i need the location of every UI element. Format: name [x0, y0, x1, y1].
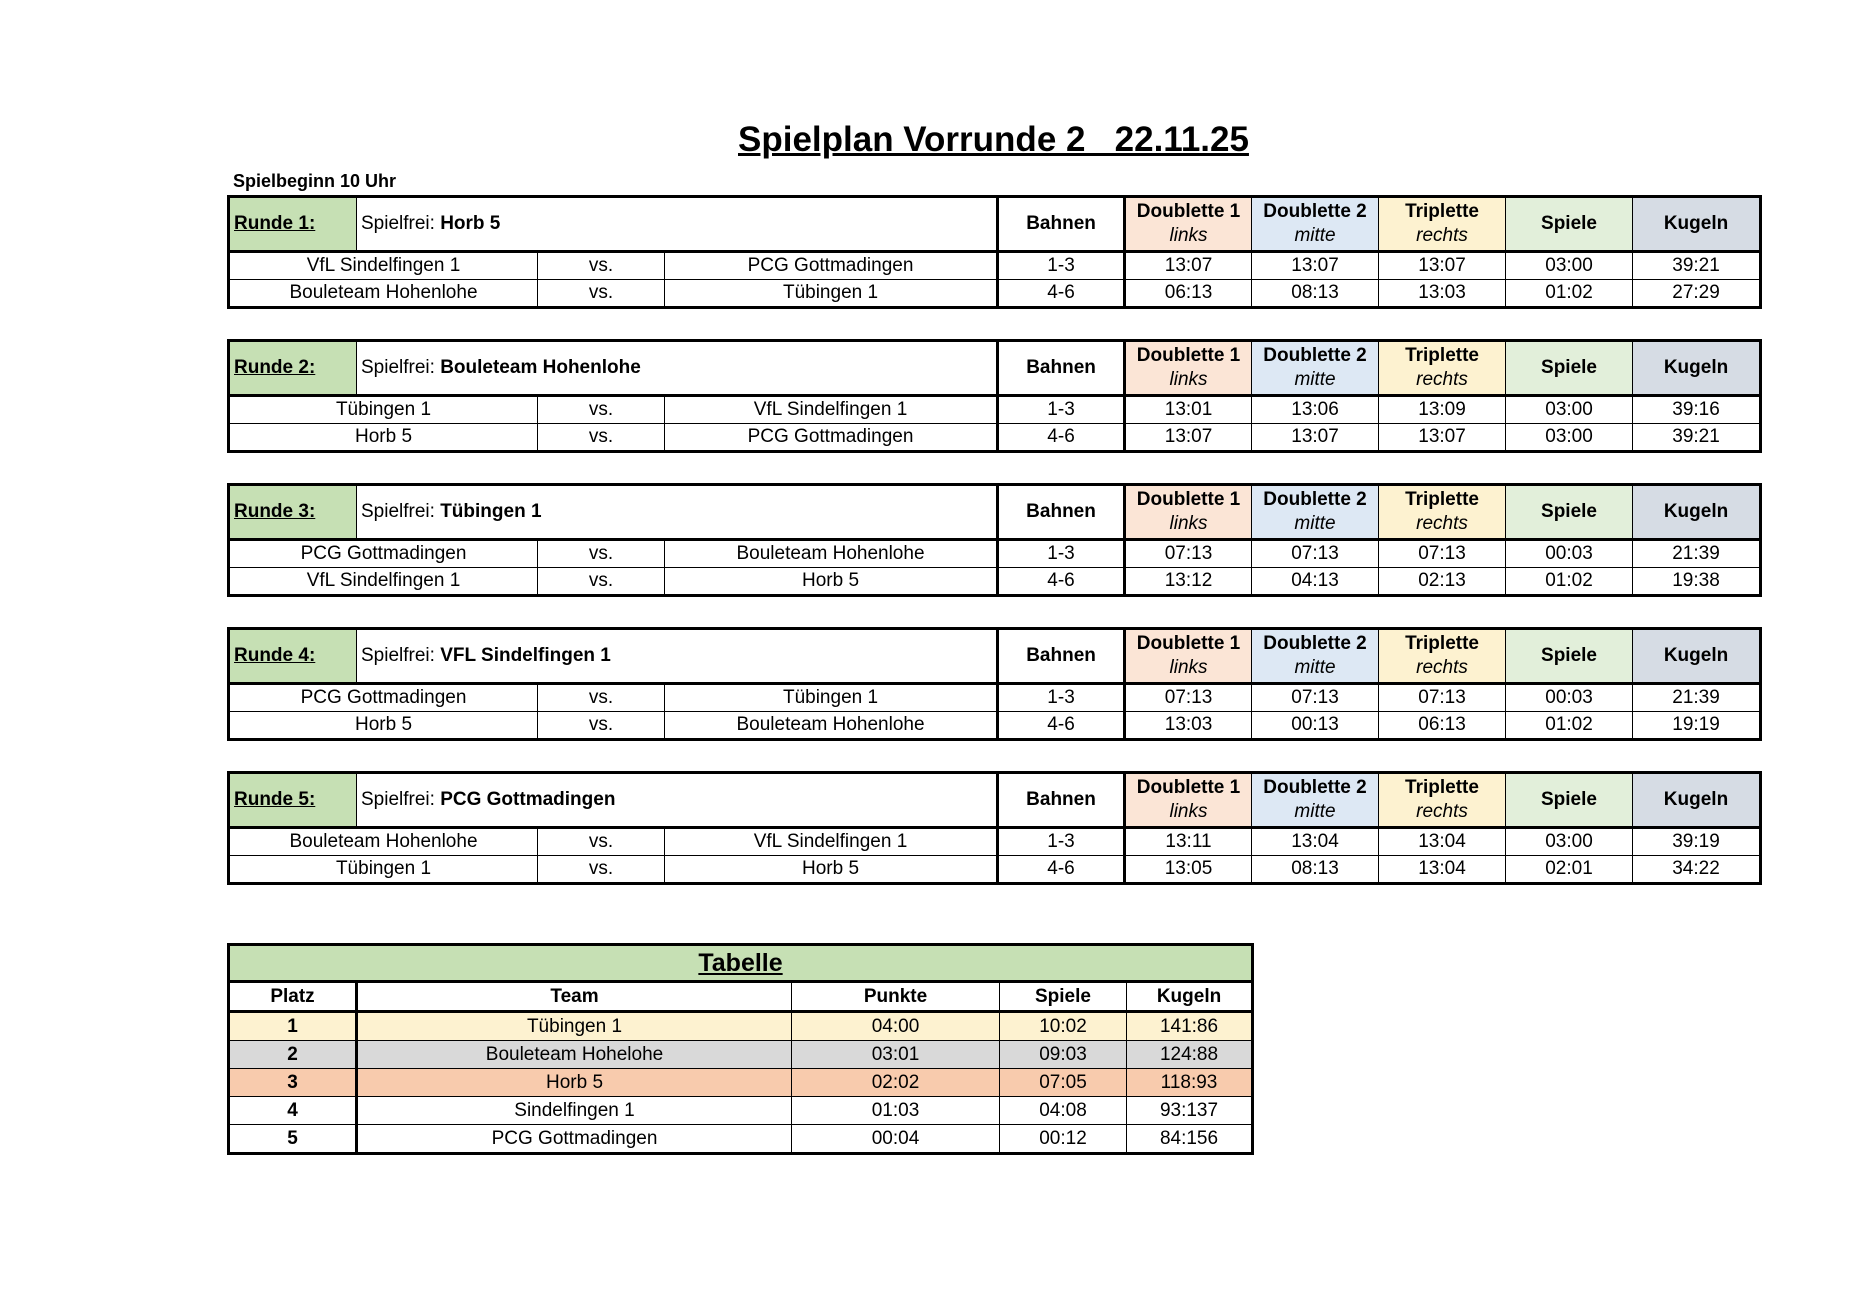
away-team: Tübingen 1	[665, 280, 998, 308]
kugeln-score: 39:16	[1633, 396, 1761, 424]
match-row	[229, 828, 1761, 856]
away-team: VfL Sindelfingen 1	[665, 396, 998, 424]
spielfrei-team: Bouleteam Hohenlohe	[440, 357, 641, 378]
match-row	[229, 424, 1761, 452]
standings-table	[227, 943, 1254, 1155]
spiele-score: 03:00	[1506, 424, 1633, 452]
bahnen-value: 4-6	[998, 424, 1125, 452]
home-team: VfL Sindelfingen 1	[229, 568, 538, 596]
home-team: Horb 5	[229, 424, 538, 452]
kugeln-score: 39:21	[1633, 424, 1761, 452]
triplette-score: 13:04	[1379, 856, 1506, 884]
spielfrei-cell: Spielfrei: PCG Gottmadingen	[357, 773, 998, 828]
home-team: VfL Sindelfingen 1	[229, 252, 538, 280]
away-team: PCG Gottmadingen	[665, 424, 998, 452]
away-team: Bouleteam Hohenlohe	[665, 540, 998, 568]
spiele-score: 01:02	[1506, 568, 1633, 596]
platz-value: 5	[229, 1125, 357, 1154]
triplette-score: 13:04	[1379, 828, 1506, 856]
round-table-1	[227, 195, 1762, 309]
doublette1-score: 13:11	[1125, 828, 1252, 856]
bahnen-value: 1-3	[998, 252, 1125, 280]
doublette1-score: 07:13	[1125, 684, 1252, 712]
spiele-value: 07:05	[1000, 1069, 1127, 1097]
kugeln-score: 39:21	[1633, 252, 1761, 280]
bahnen-header: Bahnen	[998, 485, 1125, 540]
platz-header: Platz	[229, 982, 357, 1012]
spiele-header: Spiele	[1506, 341, 1633, 396]
doublette1-score: 06:13	[1125, 280, 1252, 308]
kugeln-score: 34:22	[1633, 856, 1761, 884]
bahnen-value: 1-3	[998, 828, 1125, 856]
kugeln-score: 21:39	[1633, 684, 1761, 712]
round-header-row	[229, 485, 1761, 540]
spielfrei-team: VFL Sindelfingen 1	[440, 645, 611, 666]
triplette-score: 02:13	[1379, 568, 1506, 596]
doublette1-header: Doublette 1 links	[1125, 341, 1252, 396]
doublette1-header: Doublette 1 links	[1125, 197, 1252, 252]
punkte-value: 01:03	[792, 1097, 1000, 1125]
match-row	[229, 540, 1761, 568]
spiele-header: Spiele	[1000, 982, 1127, 1012]
round-header-row	[229, 773, 1761, 828]
bahnen-value: 4-6	[998, 712, 1125, 740]
spiele-value: 09:03	[1000, 1041, 1127, 1069]
triplette-score: 13:03	[1379, 280, 1506, 308]
doublette2-score: 13:04	[1252, 828, 1379, 856]
standings-header-row	[229, 982, 1253, 1012]
table-row	[229, 1041, 1253, 1069]
punkte-value: 04:00	[792, 1012, 1000, 1041]
team-value: Tübingen 1	[357, 1012, 792, 1041]
table-row	[229, 1069, 1253, 1097]
punkte-value: 02:02	[792, 1069, 1000, 1097]
spielfrei-cell: Spielfrei: Tübingen 1	[357, 485, 998, 540]
kugeln-header: Kugeln	[1633, 341, 1761, 396]
home-team: Tübingen 1	[229, 856, 538, 884]
doublette2-score: 04:13	[1252, 568, 1379, 596]
bahnen-value: 1-3	[998, 396, 1125, 424]
team-value: Bouleteam Hohelohe	[357, 1041, 792, 1069]
away-team: VfL Sindelfingen 1	[665, 828, 998, 856]
spiele-header: Spiele	[1506, 485, 1633, 540]
vs-label: vs.	[538, 712, 665, 740]
spiele-score: 01:02	[1506, 712, 1633, 740]
bahnen-header: Bahnen	[998, 197, 1125, 252]
home-team: Tübingen 1	[229, 396, 538, 424]
kugeln-value: 84:156	[1127, 1125, 1253, 1154]
kugeln-score: 39:19	[1633, 828, 1761, 856]
away-team: Horb 5	[665, 856, 998, 884]
doublette1-header: Doublette 1 links	[1125, 485, 1252, 540]
triplette-score: 13:09	[1379, 396, 1506, 424]
spiele-value: 10:02	[1000, 1012, 1127, 1041]
round-table-4	[227, 627, 1762, 741]
kugeln-header: Kugeln	[1127, 982, 1253, 1012]
spiele-value: 04:08	[1000, 1097, 1127, 1125]
doublette2-score: 13:06	[1252, 396, 1379, 424]
triplette-header: Triplette rechts	[1379, 341, 1506, 396]
doublette1-header: Doublette 1 links	[1125, 629, 1252, 684]
vs-label: vs.	[538, 684, 665, 712]
vs-label: vs.	[538, 396, 665, 424]
vs-label: vs.	[538, 280, 665, 308]
match-row	[229, 280, 1761, 308]
kugeln-score: 27:29	[1633, 280, 1761, 308]
spielfrei-team: PCG Gottmadingen	[440, 789, 616, 810]
spiele-score: 02:01	[1506, 856, 1633, 884]
match-row	[229, 684, 1761, 712]
doublette2-score: 08:13	[1252, 280, 1379, 308]
home-team: PCG Gottmadingen	[229, 540, 538, 568]
away-team: Tübingen 1	[665, 684, 998, 712]
page-title: Spielplan Vorrunde 2 22.11.25	[738, 120, 1249, 159]
bahnen-value: 4-6	[998, 568, 1125, 596]
bahnen-value: 4-6	[998, 280, 1125, 308]
platz-value: 4	[229, 1097, 357, 1125]
doublette2-score: 07:13	[1252, 540, 1379, 568]
spiele-score: 01:02	[1506, 280, 1633, 308]
doublette2-header: Doublette 2 mitte	[1252, 341, 1379, 396]
spielfrei-team: Tübingen 1	[440, 501, 542, 522]
doublette2-score: 00:13	[1252, 712, 1379, 740]
spiele-header: Spiele	[1506, 773, 1633, 828]
away-team: Bouleteam Hohenlohe	[665, 712, 998, 740]
kugeln-header: Kugeln	[1633, 773, 1761, 828]
round-label: Runde 5:	[229, 773, 357, 828]
bahnen-header: Bahnen	[998, 629, 1125, 684]
round-header-row	[229, 197, 1761, 252]
round-label: Runde 3:	[229, 485, 357, 540]
round-label: Runde 1:	[229, 197, 357, 252]
away-team: PCG Gottmadingen	[665, 252, 998, 280]
punkte-header: Punkte	[792, 982, 1000, 1012]
team-value: Horb 5	[357, 1069, 792, 1097]
vs-label: vs.	[538, 540, 665, 568]
team-value: PCG Gottmadingen	[357, 1125, 792, 1154]
team-header: Team	[357, 982, 792, 1012]
punkte-value: 00:04	[792, 1125, 1000, 1154]
spiele-score: 03:00	[1506, 828, 1633, 856]
bahnen-value: 1-3	[998, 684, 1125, 712]
round-table-2	[227, 339, 1762, 453]
doublette1-score: 13:01	[1125, 396, 1252, 424]
home-team: Horb 5	[229, 712, 538, 740]
triplette-score: 06:13	[1379, 712, 1506, 740]
doublette1-score: 13:07	[1125, 252, 1252, 280]
spielfrei-cell: Spielfrei: Bouleteam Hohenlohe	[357, 341, 998, 396]
kugeln-score: 19:19	[1633, 712, 1761, 740]
table-row	[229, 1125, 1253, 1154]
match-row	[229, 856, 1761, 884]
platz-value: 3	[229, 1069, 357, 1097]
match-row	[229, 252, 1761, 280]
doublette2-header: Doublette 2 mitte	[1252, 629, 1379, 684]
table-row	[229, 1012, 1253, 1041]
kugeln-header: Kugeln	[1633, 485, 1761, 540]
standings-title: Tabelle	[229, 945, 1253, 982]
team-value: Sindelfingen 1	[357, 1097, 792, 1125]
bahnen-header: Bahnen	[998, 341, 1125, 396]
doublette2-header: Doublette 2 mitte	[1252, 773, 1379, 828]
spielfrei-team: Horb 5	[440, 213, 501, 234]
bahnen-header: Bahnen	[998, 773, 1125, 828]
bahnen-value: 1-3	[998, 540, 1125, 568]
vs-label: vs.	[538, 568, 665, 596]
start-time: Spielbeginn 10 Uhr	[233, 171, 397, 191]
spiele-score: 03:00	[1506, 396, 1633, 424]
platz-value: 1	[229, 1012, 357, 1041]
match-row	[229, 568, 1761, 596]
kugeln-header: Kugeln	[1633, 629, 1761, 684]
home-team: PCG Gottmadingen	[229, 684, 538, 712]
kugeln-score: 21:39	[1633, 540, 1761, 568]
doublette2-header: Doublette 2 mitte	[1252, 485, 1379, 540]
vs-label: vs.	[538, 856, 665, 884]
doublette2-header: Doublette 2 mitte	[1252, 197, 1379, 252]
home-team: Bouleteam Hohenlohe	[229, 280, 538, 308]
doublette1-score: 13:03	[1125, 712, 1252, 740]
round-label: Runde 2:	[229, 341, 357, 396]
match-row	[229, 396, 1761, 424]
home-team: Bouleteam Hohenlohe	[229, 828, 538, 856]
triplette-header: Triplette rechts	[1379, 629, 1506, 684]
doublette1-score: 13:07	[1125, 424, 1252, 452]
spiele-header: Spiele	[1506, 629, 1633, 684]
triplette-header: Triplette rechts	[1379, 773, 1506, 828]
triplette-score: 13:07	[1379, 424, 1506, 452]
bahnen-value: 4-6	[998, 856, 1125, 884]
match-row	[229, 712, 1761, 740]
kugeln-value: 141:86	[1127, 1012, 1253, 1041]
punkte-value: 03:01	[792, 1041, 1000, 1069]
vs-label: vs.	[538, 424, 665, 452]
kugeln-value: 118:93	[1127, 1069, 1253, 1097]
triplette-header: Triplette rechts	[1379, 485, 1506, 540]
kugeln-header: Kugeln	[1633, 197, 1761, 252]
doublette2-score: 13:07	[1252, 424, 1379, 452]
triplette-score: 07:13	[1379, 684, 1506, 712]
spielfrei-cell: Spielfrei: VFL Sindelfingen 1	[357, 629, 998, 684]
round-label: Runde 4:	[229, 629, 357, 684]
doublette1-score: 07:13	[1125, 540, 1252, 568]
table-row	[229, 1097, 1253, 1125]
away-team: Horb 5	[665, 568, 998, 596]
doublette1-score: 13:12	[1125, 568, 1252, 596]
round-header-row	[229, 341, 1761, 396]
triplette-score: 07:13	[1379, 540, 1506, 568]
spiele-value: 00:12	[1000, 1125, 1127, 1154]
round-table-3	[227, 483, 1762, 597]
kugeln-value: 124:88	[1127, 1041, 1253, 1069]
round-header-row	[229, 629, 1761, 684]
round-table-5	[227, 771, 1762, 885]
vs-label: vs.	[538, 828, 665, 856]
vs-label: vs.	[538, 252, 665, 280]
triplette-score: 13:07	[1379, 252, 1506, 280]
doublette1-header: Doublette 1 links	[1125, 773, 1252, 828]
kugeln-score: 19:38	[1633, 568, 1761, 596]
spielfrei-cell: Spielfrei: Horb 5	[357, 197, 998, 252]
spiele-score: 00:03	[1506, 540, 1633, 568]
platz-value: 2	[229, 1041, 357, 1069]
triplette-header: Triplette rechts	[1379, 197, 1506, 252]
doublette1-score: 13:05	[1125, 856, 1252, 884]
spiele-score: 00:03	[1506, 684, 1633, 712]
doublette2-score: 07:13	[1252, 684, 1379, 712]
spiele-score: 03:00	[1506, 252, 1633, 280]
spiele-header: Spiele	[1506, 197, 1633, 252]
doublette2-score: 13:07	[1252, 252, 1379, 280]
kugeln-value: 93:137	[1127, 1097, 1253, 1125]
doublette2-score: 08:13	[1252, 856, 1379, 884]
